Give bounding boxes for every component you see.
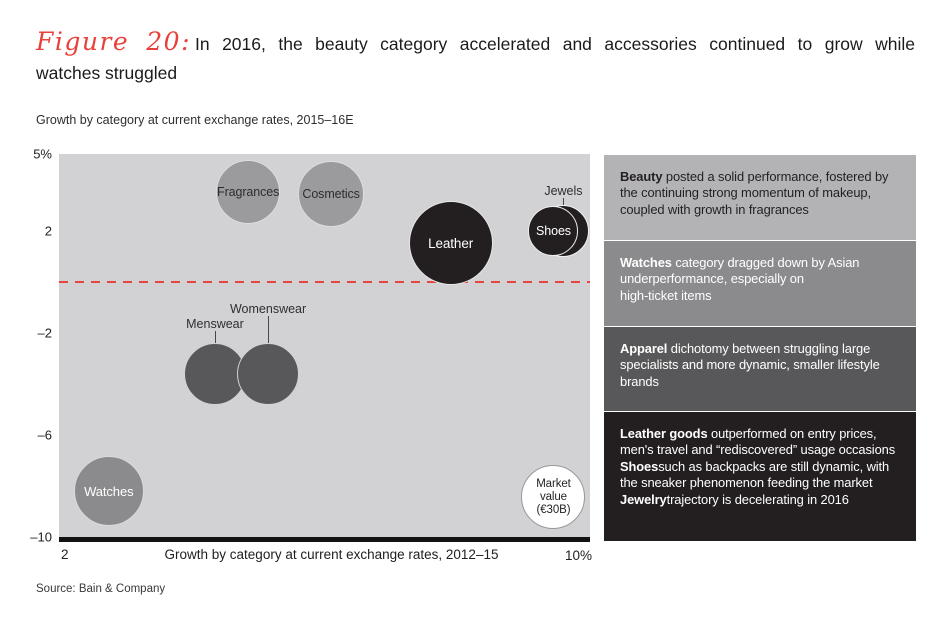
bubble-womenswear [237, 343, 299, 405]
insight-lead-beauty: Beauty [620, 169, 663, 184]
source-note: Source: Bain & Company [36, 583, 166, 595]
zero-dashed-line [59, 281, 590, 284]
bubble-label-watches: Watches [84, 483, 134, 499]
insight-text-leather: outperformed on entry prices, men's travel and “rediscovered” usage occasions such as backpacks [620, 426, 896, 474]
figure-title-text-line2: watches struggled [36, 63, 178, 83]
bubble-ext-label-womenswear: Womenswear [229, 301, 307, 316]
bubble-cosmetics [298, 161, 364, 227]
insight-lead-shoes: Shoes [620, 458, 659, 474]
figure-title-text-line1: In 2016, the beauty category accelerated and accessories continued to grow while [195, 34, 916, 54]
insight-lead-jewelry: Jewelry [620, 491, 667, 507]
bubble-leather [409, 201, 493, 285]
figure-number-label: Figure 20: [36, 27, 191, 56]
bubble-market-value [521, 465, 585, 529]
y-axis [0, 146, 52, 545]
x-axis-line [59, 537, 590, 542]
bubble-shoes [528, 206, 578, 256]
y-tick-label: 5% [33, 146, 52, 162]
insight-box-accessories [604, 412, 916, 541]
figure-heading [36, 26, 915, 86]
figure-heading-line1 [36, 26, 915, 60]
chart-y-axis-title: Growth by category at current exchange rates, 2015–16E [36, 113, 354, 127]
insight-lead-watches: Watches [620, 255, 672, 270]
insight-text-watches: category dragged down by Asian underperformance, especially on [620, 255, 860, 287]
insight-sentence-leather [620, 426, 900, 508]
bubble-label-cosmetics: Cosmetics [302, 186, 360, 201]
bubble-label-shoes: Shoes [536, 223, 571, 238]
plot-area [59, 154, 590, 537]
y-tick-label: –2 [37, 325, 52, 341]
label-connector-jewels [563, 198, 564, 205]
x-axis-labels [59, 547, 590, 565]
x-axis-title: Growth by category at current exchange rates, 2012–15 [164, 547, 499, 562]
insight-lead-leather: Leather goods [620, 426, 708, 441]
insight-text-jewelry: trajectory is decelerating in 2016 [666, 491, 849, 507]
bubble-label-market-value: Market value (€30B) [536, 477, 571, 516]
insight-box-watches [604, 241, 916, 326]
insight-box-beauty [604, 155, 916, 240]
bubble-watches [74, 456, 144, 526]
label-connector-menswear [215, 331, 216, 343]
insight-text-watches-line2: high-ticket items [620, 287, 712, 303]
insight-text-shoes: are still dynamic, with the sneaker phenomenon feeding the market [620, 458, 890, 491]
label-connector-womenswear [268, 316, 269, 343]
bubble-ext-label-jewels: Jewels [544, 183, 583, 198]
commentary-panel [604, 155, 916, 541]
insight-lead-apparel: Apparel [620, 341, 668, 356]
insight-text-beauty: posted a solid performance, fostered by the continuing strong momentum of makeup, coupled with growth in fragrances [620, 169, 889, 217]
y-tick-label: –6 [37, 427, 52, 443]
bubble-fragrances [216, 160, 280, 224]
y-tick-label: 2 [44, 223, 52, 239]
y-tick-label: –10 [30, 529, 52, 545]
insight-box-apparel [604, 327, 916, 411]
bubble-label-fragrances: Fragrances [217, 185, 280, 200]
bubble-ext-label-menswear: Menswear [186, 316, 244, 331]
x-tick-min: 2 [61, 547, 69, 562]
x-tick-max: 10% [564, 548, 592, 563]
bubble-label-leather: Leather [428, 235, 474, 251]
insight-text-apparel: dichotomy between struggling large specialists and more dynamic, smaller lifestyle brands [620, 341, 880, 389]
